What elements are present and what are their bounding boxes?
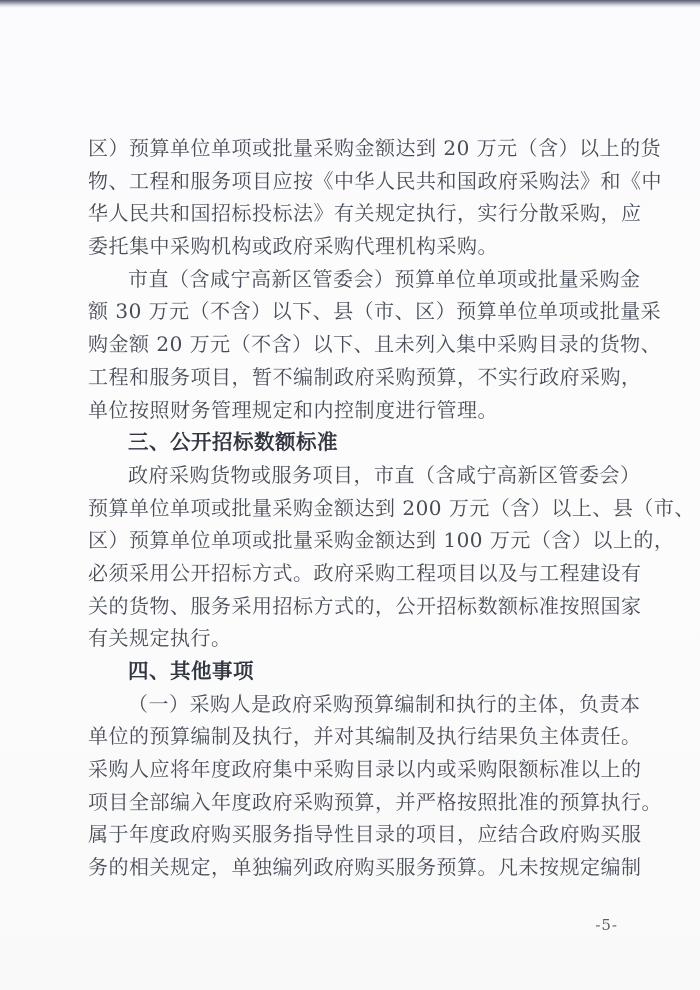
text-line: 采购人应将年度政府集中采购目录以内或采购限额标准以上的	[88, 757, 642, 782]
text-line: 政府采购货物或服务项目，市直（含咸宁高新区管委会）	[128, 462, 641, 487]
text-line: 预算单位单项或批量采购金额达到 200 万元（含）以上、县（市、	[88, 495, 695, 520]
text-line: 物、工程和服务项目应按《中华人民共和国政府采购法》和《中	[88, 168, 662, 193]
page-number: -5-	[595, 916, 618, 934]
text-line: 工程和服务项目，暂不编制政府采购预算，不实行政府采购，	[88, 364, 642, 389]
text-line: 额 30 万元（不含）以下、县（市、区）预算单位单项或批量采	[88, 299, 662, 324]
text-line: 务的相关规定，单独编列政府购买服务预算。凡未按规定编制	[88, 855, 642, 880]
text-line: 华人民共和国招标投标法》有关规定执行，实行分散采购，应	[88, 201, 642, 226]
text-line: 关的货物、服务采用招标方式的，公开招标数额标准按照国家	[88, 593, 642, 618]
text-line: 有关规定执行。	[88, 626, 232, 651]
paragraph	[88, 132, 662, 263]
paragraph	[88, 263, 662, 426]
text-line: 区）预算单位单项或批量采购金额达到 20 万元（含）以上的货	[88, 136, 662, 160]
text-line: 区）预算单位单项或批量采购金额达到 100 万元（含）以上的，	[88, 528, 675, 553]
document-body	[88, 132, 695, 884]
section-heading: 三、公开招标数额标准	[128, 430, 338, 455]
text-line: 必须采用公开招标方式。政府采购工程项目以及与工程建设有	[88, 560, 642, 585]
paragraph	[88, 459, 695, 655]
text-line: 单位的预算编制及执行，并对其编制及执行结果负主体责任。	[88, 724, 642, 749]
text-line: 委托集中采购机构或政府采购代理机构采购。	[88, 234, 498, 259]
text-line: 市直（含咸宁高新区管委会）预算单位单项或批量采购金	[128, 266, 641, 291]
text-line: 项目全部编入年度政府采购预算，并严格按照批准的预算执行。	[88, 789, 662, 814]
text-line: 属于年度政府购买服务指导性目录的项目，应结合政府购买服	[88, 822, 642, 847]
text-line: 单位按照财务管理规定和内控制度进行管理。	[88, 397, 498, 422]
text-line: 购金额 20 万元（不含）以下、且未列入集中采购目录的货物、	[88, 332, 662, 357]
paragraph	[88, 688, 662, 884]
text-line: （一）采购人是政府采购预算编制和执行的主体，负责本	[128, 691, 641, 716]
section-heading: 四、其他事项	[128, 659, 254, 683]
scan-edge-artifact	[0, 0, 700, 8]
